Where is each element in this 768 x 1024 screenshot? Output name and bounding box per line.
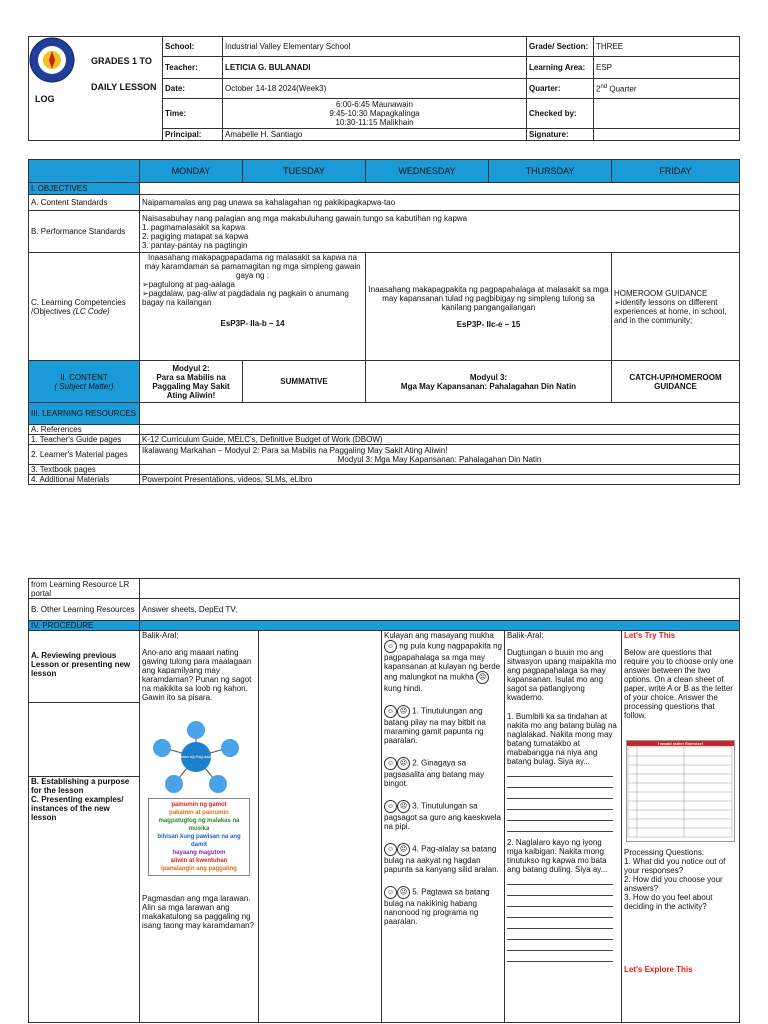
day-header-friday: FRIDAY xyxy=(612,160,740,183)
happy-face-icon: ☺ xyxy=(384,640,397,653)
content-standards-label: A. Content Standards xyxy=(29,195,140,211)
care-ways-diagram xyxy=(142,720,250,794)
principal-value: Amabelle H. Santiago xyxy=(223,129,527,141)
rather-worksheet-image: I would rather Exercise! xyxy=(626,740,735,842)
learners-material-label: 2. Learner's Material pages xyxy=(29,445,140,465)
performance-standards-label: B. Performance Standards xyxy=(29,211,140,253)
teachers-guide-value: K-12 Curriculum Guide, MELC's, Definitive Budget of Work (DBOW) xyxy=(140,435,740,445)
happy-face-icon: ☺ xyxy=(384,843,397,856)
dll-main-table xyxy=(28,159,740,485)
diagram-center-label: Paraan ng Pag-aalaga xyxy=(175,754,217,759)
objectives-section: I. OBJECTIVES xyxy=(29,183,140,195)
grade-value: THREE xyxy=(594,37,740,57)
content-monday: Modyul 2: Para sa Mabilis na Paggaling May Sakit Ating Aliwin! xyxy=(140,361,243,403)
time-value: 6:00-6:45 Maunawain 9:45-10:30 Mapagkalinga 10:30-11:15 Malikhain xyxy=(223,99,527,129)
signature-label: Signature: xyxy=(527,129,594,141)
other-resources-label: B. Other Learning Resources xyxy=(29,599,140,621)
answer-lines xyxy=(507,766,619,832)
school-value: Industrial Valley Elementary School xyxy=(223,37,527,57)
happy-face-icon: ☺ xyxy=(384,886,397,899)
competencies-friday: HOMEROOM GUIDANCE ➢ identify lessons on different experiences at home, in school, and in the community; xyxy=(612,253,740,361)
procedure-monday: Balik-Aral: Ano-ano ang maaari nating gawing tulong para maalagaan ang kapamilyang may karamdaman? Punan ng sagot na makikita sa loob ng kahon. Gawin ito sa pisara. Paraan ng Pag-aalaga painumin ng gamot pakainin at painumin magpatugtog ng malakas na musika bihisan kung pawisan na ang damit hayaang magutom aliwin at kwentuhan ipanalangin ang paggaling Pagmasdan ang mga larawan. Alin sa mga larawan ang makakatulong sa paggaling ng isang taong may karamdaman? xyxy=(140,631,259,1023)
sad-face-icon: ☹ xyxy=(397,757,410,770)
header-table xyxy=(28,36,740,141)
day-header-monday: MONDAY xyxy=(140,160,243,183)
header-title-line2: DAILY LESSON xyxy=(91,82,157,92)
care-words-box: painumin ng gamot pakainin at painumin magpatugtog ng malakas na musika bihisan kung pawisan na ang damit hayaang magutom aliwin at kwentuhan ipanalangin ang paggaling xyxy=(148,798,250,876)
sad-face-icon: ☹ xyxy=(397,705,410,718)
quarter-label: Quarter: xyxy=(527,79,594,99)
worksheet-grid-icon xyxy=(627,746,733,838)
teachers-guide-label: 1. Teacher's Guide pages xyxy=(29,435,140,445)
content-section: II. CONTENT ( Subject Matter) xyxy=(29,361,140,403)
sad-face-icon: ☹ xyxy=(397,843,410,856)
header-title-line1: GRADES 1 TO xyxy=(91,56,152,66)
additional-materials-label: 4. Additional Materials xyxy=(29,475,140,485)
content-friday: CATCH-UP/HOMEROOM GUIDANCE xyxy=(612,361,740,403)
performance-standards-value: Naisasabuhay nang palagian ang mga makabuluhang gawain tungo sa kabutihan ng kapwa 1. pagmamalasakit sa kapwa 2. pagiging matapat sa kapwa 3. pantay-pantay na pagtingin xyxy=(140,211,740,253)
references-label: A. References xyxy=(29,425,140,435)
content-standards-value: Naipamamalas ang pag unawa sa kahalagahan ng pakikipagkapwa-tao xyxy=(140,195,740,211)
content-wednesday: Modyul 3: Mga May Kapansanan: Pahalagahan Din Natin xyxy=(366,361,612,403)
procedure-wednesday: Kulayan ang masayang mukha ☺ ng pula kung nagpapakita ng pagpapahalaga sa mga may kapansanan at kulayan ng berde ang malungkot na mukha ☹ kung hindi. ☺ ☹ 1. Tinutulungan ang batang pilay na may bitbit na maraming gamit papunta ng paaralan. ☺ ☹ 2. Ginagaya sa pagsasalita ang batang may bingot. ☺ ☹ 3. Tinutulungan sa pagsagot sa guro ang kaeskwela na pipi. ☺ ☹ 4. Pag-alalay sa batang bulag na aakyat ng hagdan papunta sa kanyang silid aralan. ☺ ☹ 5. Pagtawa sa batang bulag na nakikinig habang nanonood ng programa ng paaralan. xyxy=(382,631,505,1023)
header-logo-cell xyxy=(29,37,163,141)
sad-face-icon: ☹ xyxy=(397,800,410,813)
date-value: October 14-18 2024(Week3) xyxy=(223,79,527,99)
day-header-tuesday: TUESDAY xyxy=(243,160,366,183)
header-title-line3: LOG xyxy=(35,94,55,104)
area-value: ESP xyxy=(594,57,740,79)
lr-portal-label: from Learning Resource LR portal xyxy=(29,579,140,599)
content-tuesday: SUMMATIVE xyxy=(243,361,366,403)
grade-label: Grade/ Section: xyxy=(527,37,594,57)
answer-lines xyxy=(507,874,619,962)
resources-section: III. LEARNING RESOURCES xyxy=(29,403,140,425)
competencies-label: C. Learning Competencies /Objectives (LC Code) xyxy=(29,253,140,361)
procedure-friday: Let's Try This Below are questions that require you to choose only one answer between the two options. On a clean sheet of paper, write A or B as the letter of your choice. Answer the processing questions that follow. I would rather Exercise! Processing Questions: 1. What did you notice out of your responses? 2. How did you choose your answers? 3. How do you feel about deciding in the activity? Let's Explore This xyxy=(622,631,740,1023)
day-header-wednesday: WEDNESDAY xyxy=(366,160,489,183)
learners-material-value: Ikalawang Markahan – Modyul 2: Para sa Mabilis na Paggaling May Sakit Ating Aliwin! Modyul 3: Mga May Kapansanan: Pahalagahan Din Natin xyxy=(140,445,740,465)
time-label: Time: xyxy=(163,99,223,129)
happy-face-icon: ☺ xyxy=(384,800,397,813)
additional-materials-value: Powerpoint Presentations, videos, SLMs, eLibro xyxy=(140,475,740,485)
sad-face-icon: ☹ xyxy=(397,886,410,899)
happy-face-icon: ☺ xyxy=(384,757,397,770)
dll-procedure-table xyxy=(28,578,740,1023)
date-label: Date: xyxy=(163,79,223,99)
quarter-value: 2nd Quarter xyxy=(594,79,740,99)
competencies-monday: Inaasahang makapagpapadama ng malasakit sa kapwa na may karamdaman sa pamamagitan ng mga simpleng gawain gaya ng : ➢ pagtulong at pag-aalaga ➢ pagdalaw, pag-aliw at pagdadala ng pagkain o anumang bagay na kailangan EsP3P- IIa-b – 14 xyxy=(140,253,366,361)
day-header-blank xyxy=(29,160,140,183)
sad-face-icon: ☹ xyxy=(476,671,489,684)
procedure-a-label: A. Reviewing previous Lesson or presenting new lesson xyxy=(29,631,140,703)
procedure-tuesday xyxy=(259,631,382,1023)
other-resources-value: Answer sheets, DepEd TV, xyxy=(140,599,740,621)
teacher-label: Teacher: xyxy=(163,57,223,79)
checked-value xyxy=(594,99,740,129)
procedure-section: IV. PROCEDURE xyxy=(29,621,140,631)
procedure-thursday: Balik-Aral: Dugtungan o buuin mo ang sitwasyon upang maipakita mo ang pagpapahalaga sa may kapansanan. Isulat mo ang sagot sa patlangiyong kwaderno. 1. Bumibili ka sa tindahan at nakita mo ang batang bulag na naglalakad. Nakita mong may batang tumatakbo at mababangga na niya ang batang bulag. Siya ay... 2. Naglalaro kayo ng iyong mga kaibigan. Nakita mong tinutukso ng kapwa mo bata ang batang duling. Siya ay... xyxy=(505,631,622,1023)
textbook-label: 3. Textbook pages xyxy=(29,465,140,475)
area-label: Learning Area: xyxy=(527,57,594,79)
deped-seal-icon xyxy=(29,37,75,83)
happy-face-icon: ☺ xyxy=(384,705,397,718)
checked-label: Checked by: xyxy=(527,99,594,129)
signature-value xyxy=(594,129,740,141)
school-label: School: xyxy=(163,37,223,57)
procedure-bc-label: B. Establishing a purpose for the lesson C. Presenting examples/ instances of the new lesson xyxy=(29,777,140,1023)
principal-label: Principal: xyxy=(163,129,223,141)
competencies-wednesday: Inaasahang makapagpakita ng pagpapahalaga at malasakit sa mga may kapansanan tulad ng pagbibigay ng simpleng tulong sa kanilang pangangailangan EsP3P- IIc-e – 15 xyxy=(366,253,612,361)
teacher-value: LETICIA G. BULANADI xyxy=(223,57,527,79)
day-header-thursday: THURSDAY xyxy=(489,160,612,183)
